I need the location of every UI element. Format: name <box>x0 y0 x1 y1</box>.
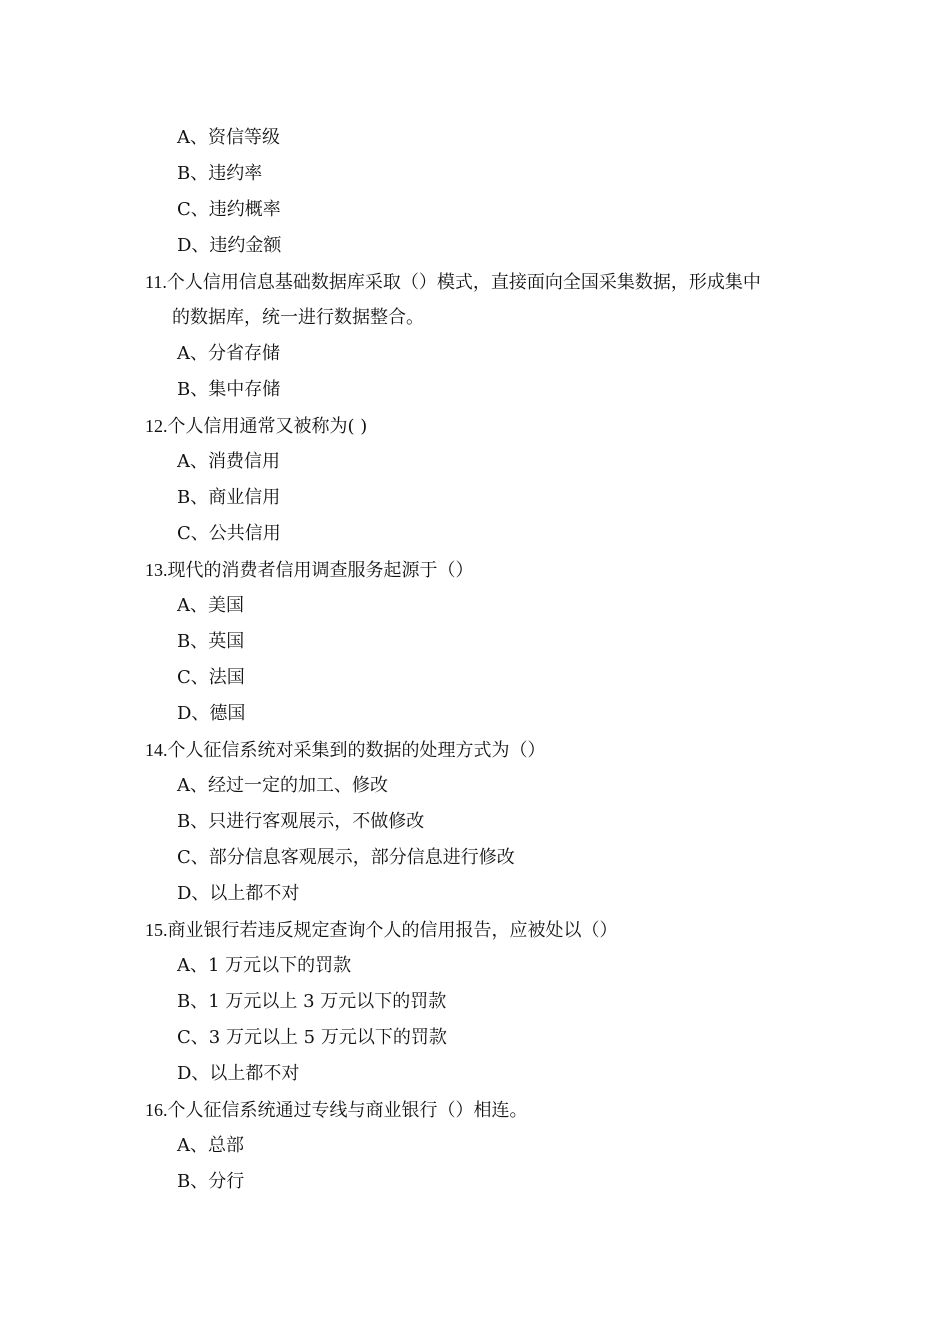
question-list <box>0 120 950 1200</box>
option-text: A、消费信用 <box>177 451 280 472</box>
option-line <box>0 156 950 192</box>
option-line <box>0 696 950 732</box>
option-text: D、德国 <box>177 703 246 724</box>
question-line-14 <box>0 732 950 768</box>
option-line <box>0 120 950 156</box>
option-text: B、集中存储 <box>177 379 281 400</box>
option-line <box>0 228 950 264</box>
option-text: C、法国 <box>177 667 245 688</box>
option-line <box>0 336 950 372</box>
question-line-13 <box>0 552 950 588</box>
question-number: 16. <box>145 1100 168 1120</box>
option-text: A、美国 <box>177 595 244 616</box>
question-number: 14. <box>145 740 168 760</box>
option-text: A、分省存储 <box>177 343 280 364</box>
question-text: 的数据库，统一进行数据整合。 <box>172 307 424 328</box>
question-text: 个人信用通常又被称为( ) <box>167 416 368 437</box>
option-line <box>0 660 950 696</box>
option-line <box>0 840 950 876</box>
option-text: B、1 万元以上 3 万元以下的罚款 <box>177 991 447 1012</box>
option-line <box>0 516 950 552</box>
question-line-11 <box>0 264 950 300</box>
option-line <box>0 948 950 984</box>
option-text: A、1 万元以下的罚款 <box>177 955 352 976</box>
option-line <box>0 372 950 408</box>
question-line-15 <box>0 912 950 948</box>
question-number: 11. <box>145 272 167 292</box>
question-text: 个人征信系统对采集到的数据的处理方式为（） <box>167 740 546 761</box>
option-line <box>0 624 950 660</box>
question-number: 12. <box>145 416 168 436</box>
question-text: 个人信用信息基础数据库采取（）模式，直接面向全国采集数据，形成集中 <box>166 272 761 293</box>
option-line <box>0 444 950 480</box>
option-text: B、分行 <box>177 1171 245 1192</box>
option-line <box>0 768 950 804</box>
option-line <box>0 1020 950 1056</box>
option-text: B、只进行客观展示，不做修改 <box>177 811 425 832</box>
option-line <box>0 984 950 1020</box>
option-text: B、商业信用 <box>177 487 281 508</box>
option-line <box>0 1056 950 1092</box>
question-text: 个人征信系统通过专线与商业银行（）相连。 <box>167 1100 528 1121</box>
option-text: C、公共信用 <box>177 523 281 544</box>
option-line <box>0 192 950 228</box>
option-text: A、总部 <box>177 1135 244 1156</box>
question-number: 15. <box>145 920 168 940</box>
question-text: 现代的消费者信用调查服务起源于（） <box>167 560 474 581</box>
option-line <box>0 1128 950 1164</box>
option-text: C、3 万元以上 5 万元以下的罚款 <box>177 1027 447 1048</box>
option-text: C、部分信息客观展示，部分信息进行修改 <box>177 847 515 868</box>
option-line <box>0 588 950 624</box>
option-text: D、违约金额 <box>177 235 282 256</box>
option-text: A、资信等级 <box>177 127 280 148</box>
question-continuation <box>0 300 950 336</box>
option-text: D、以上都不对 <box>177 883 300 904</box>
question-number: 13. <box>145 560 168 580</box>
question-text: 商业银行若违反规定查询个人的信用报告，应被处以（） <box>167 920 618 941</box>
option-line <box>0 1164 950 1200</box>
option-text: B、英国 <box>177 631 245 652</box>
option-text: D、以上都不对 <box>177 1063 300 1084</box>
option-text: C、违约概率 <box>177 199 281 220</box>
question-line-16 <box>0 1092 950 1128</box>
option-line <box>0 480 950 516</box>
option-text: A、经过一定的加工、修改 <box>177 775 388 796</box>
option-text: B、违约率 <box>177 163 263 184</box>
question-line-12 <box>0 408 950 444</box>
option-line <box>0 804 950 840</box>
option-line <box>0 876 950 912</box>
